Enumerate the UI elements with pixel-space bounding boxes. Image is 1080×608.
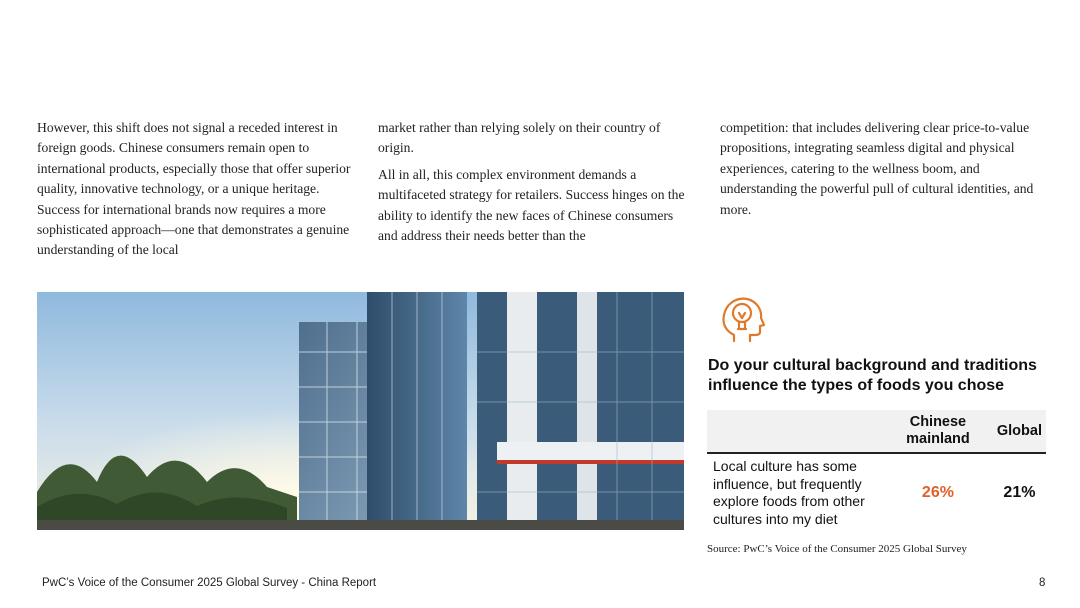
table-row: [707, 453, 1046, 532]
city-buildings-photo: [37, 292, 684, 530]
row-label: Local culture has some influence, but frequently explore foods from other cultures into my diet: [713, 458, 865, 527]
source-note: Source: PwC’s Voice of the Consumer 2025 Global Survey: [707, 543, 967, 555]
table-header-global: Global: [993, 410, 1046, 453]
body-paragraph: However, this shift does not signal a receded interest in foreign goods. Chinese consumers remain open to international products, especially those that offer superior quality, innovative technology, or a unique heritage. Success for international brands now requires a more sophisticated approach—one that demonstrates a genuine understanding of the local: [37, 120, 351, 258]
value-china: 26%: [921, 484, 954, 501]
body-column-2: [378, 118, 696, 252]
table-header-row: [707, 410, 1046, 453]
body-paragraph: market rather than relying solely on their country of origin.: [378, 120, 661, 156]
body-column-1: [37, 118, 355, 267]
table-header-blank: [707, 410, 883, 453]
table-header-china: Chinese mainland: [883, 410, 993, 453]
body-paragraph: All in all, this complex environment demands a multifaceted strategy for retailers. Success hinges on the ability to identify the new faces of Chinese consumers and address their needs better than the: [378, 166, 685, 244]
body-column-3: [720, 118, 1038, 226]
footer-report-title: PwC’s Voice of the Consumer 2025 Global Survey - China Report: [42, 577, 377, 589]
page-number: 8: [1039, 577, 1046, 589]
value-global: 21%: [1003, 484, 1036, 501]
survey-results-table: [707, 410, 1046, 532]
lightbulb-head-icon: [712, 291, 768, 347]
survey-question: Do your cultural background and traditions influence the types of foods you chose: [708, 357, 1037, 394]
body-paragraph: competition: that includes delivering clear price-to-value propositions, integrating seamless digital and physical experiences, catering to the wellness boom, and understanding the powerful pull of cultural identities, and more.: [720, 120, 1034, 217]
